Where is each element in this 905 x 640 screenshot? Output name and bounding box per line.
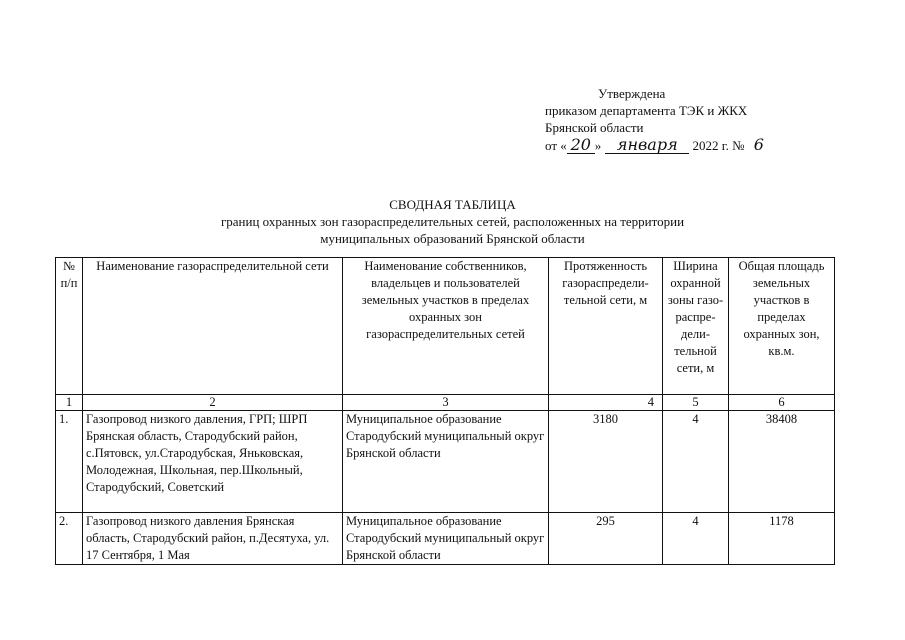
- approval-date-line: [545, 136, 770, 154]
- total-area: 38408: [729, 411, 835, 513]
- table-header-row: [56, 258, 835, 395]
- total-area: 1178: [729, 513, 835, 565]
- approval-order-line: приказом департамента ТЭК и ЖКХ: [545, 103, 748, 118]
- title-main: СВОДНАЯ ТАБЛИЦА: [389, 197, 516, 212]
- header-zone-width: Ширина охранной зоны газо-распре-дели-тельной сети, м: [663, 258, 729, 395]
- title-subtitle-line1: границ охранных зон газораспределительных сетей, расположенных на территории: [220, 214, 685, 229]
- owner-name: Муниципальное образование Стародубский муниципальный округ Брянской области: [343, 513, 549, 565]
- owner-name: Муниципальное образование Стародубский муниципальный округ Брянской области: [343, 411, 549, 513]
- header-owners: Наименование собственников, владельцев и пользователей земельных участков в пределах охранных зон газораспределительных сетей: [343, 258, 549, 395]
- column-number: 2: [83, 395, 343, 411]
- header-number: № п/п: [56, 258, 83, 395]
- title-subtitle-line2: муниципальных образований Брянской области: [320, 231, 585, 246]
- header-network-name: Наименование газораспределительной сети: [83, 258, 343, 395]
- handwritten-number: 6: [753, 135, 764, 154]
- summary-table: [55, 257, 835, 565]
- row-number: 2.: [56, 513, 83, 565]
- column-number-row: [56, 395, 835, 411]
- column-number: 5: [663, 395, 729, 411]
- column-number: 4: [549, 395, 663, 411]
- table-row: [56, 411, 835, 513]
- column-number: 3: [343, 395, 549, 411]
- handwritten-day: 20: [567, 136, 595, 154]
- header-length: Протяженность газораспредели-тельной сети, м: [549, 258, 663, 395]
- date-mid: »: [594, 138, 602, 153]
- approval-block: [545, 85, 770, 154]
- date-prefix: от «: [545, 138, 567, 153]
- header-total-area: Общая площадь земельных участков в пределах охранных зон, кв.м.: [729, 258, 835, 395]
- network-name: Газопровод низкого давления Брянская область, Стародубский район, п.Десятуха, ул. 17 Сентября, 1 Мая: [83, 513, 343, 565]
- column-number: 6: [729, 395, 835, 411]
- network-length: 3180: [549, 411, 663, 513]
- network-name: Газопровод низкого давления, ГРП; ШРП Брянская область, Стародубский район, с.Пятовск, ул.Стародубская, Яньковская, Молодежная, Школьная, пер.Школьный, Стародубский, Советский: [83, 411, 343, 513]
- approval-region-line: Брянской области: [545, 120, 644, 135]
- date-year: 2022 г. №: [692, 138, 745, 153]
- column-number: 1: [56, 395, 83, 411]
- network-length: 295: [549, 513, 663, 565]
- approval-title: Утверждена: [598, 86, 666, 101]
- handwritten-month: января: [605, 136, 689, 154]
- table-row: [56, 513, 835, 565]
- row-number: 1.: [56, 411, 83, 513]
- zone-width: 4: [663, 513, 729, 565]
- zone-width: 4: [663, 411, 729, 513]
